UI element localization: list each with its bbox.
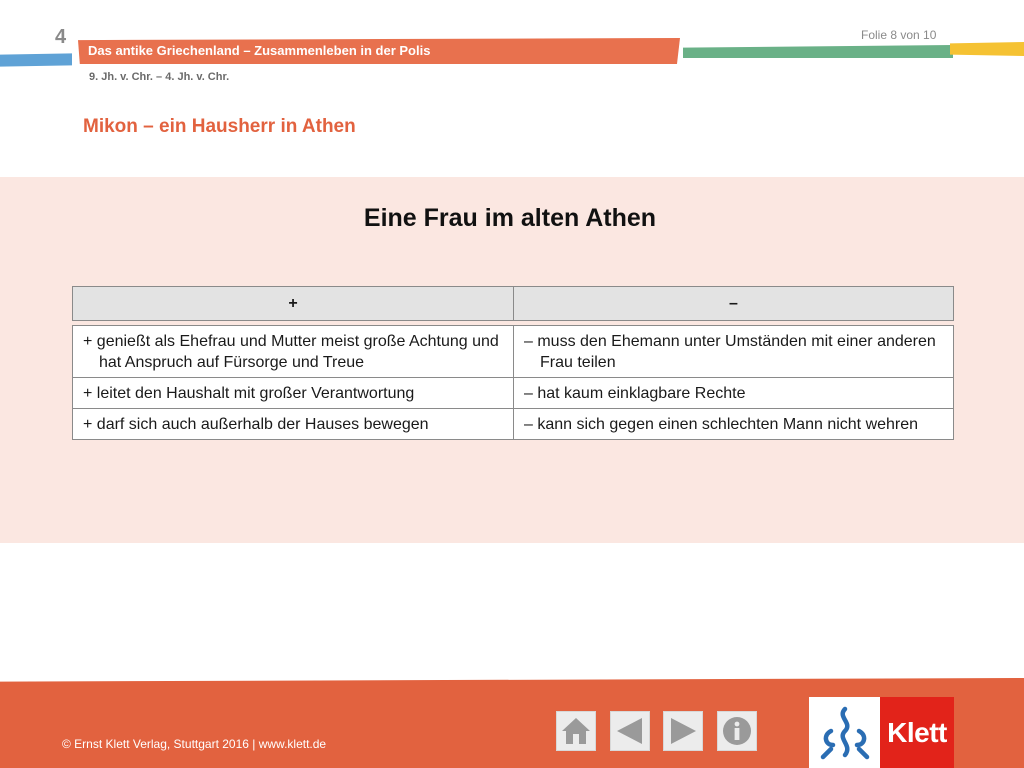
home-icon [560, 716, 592, 746]
cell-text: + darf sich auch außerhalb der Hauses bewegen [83, 415, 429, 433]
table-row [73, 326, 954, 378]
table-cell-plus [73, 409, 514, 440]
table-row [73, 409, 954, 440]
cell-text: + genießt als Ehefrau und Mutter meist große Achtung und hat Anspruch auf Fürsorge und Treue [83, 332, 499, 371]
table-cell-minus [514, 326, 954, 378]
table-row [73, 378, 954, 409]
arrow-left-icon [614, 716, 646, 746]
table-cell-minus [514, 409, 954, 440]
table-header-row [73, 287, 954, 321]
klett-emblem-icon [809, 697, 880, 768]
previous-slide-button[interactable] [610, 711, 650, 751]
column-header-minus: – [514, 287, 954, 321]
decor-stripe-yellow [950, 42, 1024, 56]
arrow-right-icon [667, 716, 699, 746]
decor-stripe-blue [0, 53, 72, 66]
column-header-plus: + [73, 287, 514, 321]
time-range: 9. Jh. v. Chr. – 4. Jh. v. Chr. [89, 71, 230, 83]
cell-text: – hat kaum einklagbare Rechte [524, 384, 746, 402]
info-icon [721, 715, 753, 747]
cell-text: – kann sich gegen einen schlechten Mann nicht wehren [524, 415, 919, 433]
logo-text: Klett [887, 716, 947, 748]
info-button[interactable] [717, 711, 757, 751]
cell-text: – muss den Ehemann unter Umständen mit einer anderen Frau teilen [524, 332, 936, 371]
table-cell-minus [514, 378, 954, 409]
copyright-text: © Ernst Klett Verlag, Stuttgart 2016 | www.klett.de [62, 737, 327, 751]
topic-title: Mikon – ein Hausherr in Athen [83, 116, 356, 137]
decor-stripe-green [683, 45, 953, 58]
cell-text: + leitet den Haushalt mit großer Verantwortung [83, 384, 415, 402]
slide-heading: Eine Frau im alten Athen [363, 204, 657, 232]
comparison-table-header [72, 286, 954, 321]
table-cell-plus [73, 326, 514, 378]
chapter-title: Das antike Griechenland – Zusammenleben in der Polis [88, 43, 431, 58]
klett-logo-wordmark [880, 697, 954, 768]
content-panel [0, 177, 1024, 543]
next-slide-button[interactable] [663, 711, 703, 751]
table-cell-plus [73, 378, 514, 409]
slide-counter: Folie 8 von 10 [861, 28, 937, 42]
chapter-number: 4 [55, 26, 67, 48]
comparison-table-body [72, 325, 954, 440]
home-button[interactable] [556, 711, 596, 751]
